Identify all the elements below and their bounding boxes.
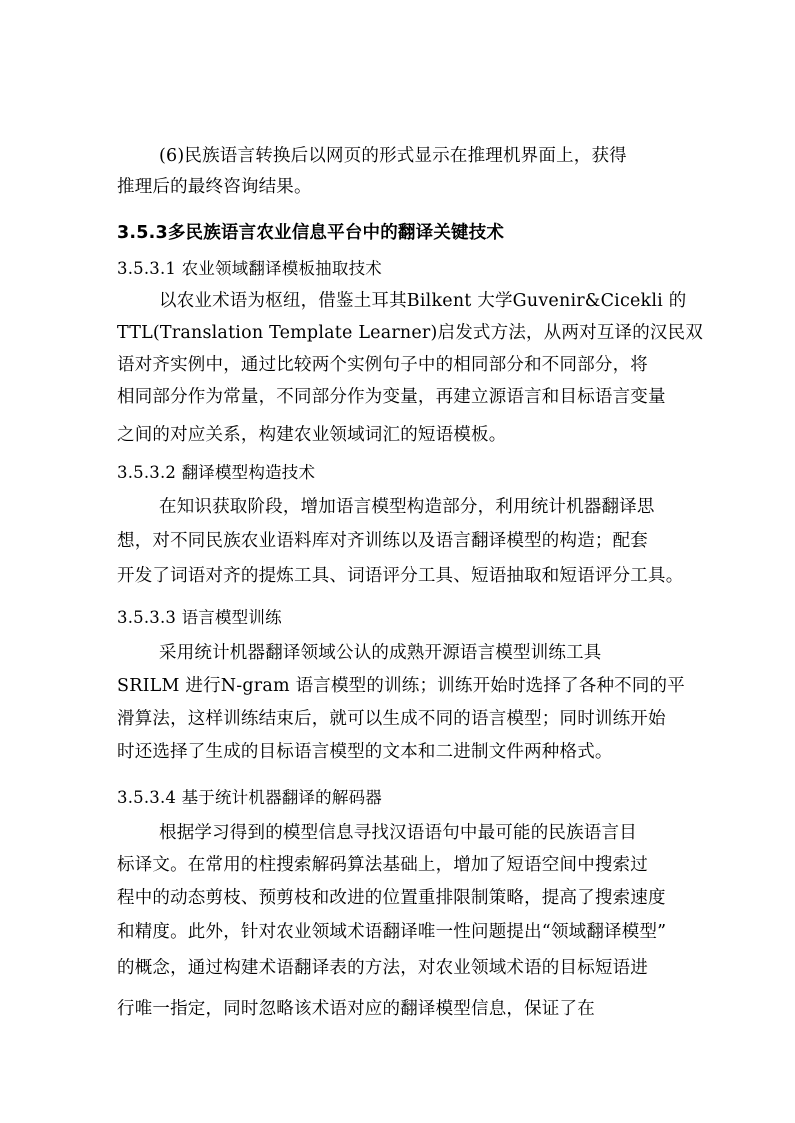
paragraph-3534-line-5: 的概念，通过构建术语翻译表的方法，对农业领域术语的目标短语进 [117,958,648,978]
paragraph-3534-line-4: 和精度。此外，针对农业领域术语翻译唯一性问题提出“领域翻译模型” [117,922,667,942]
paragraph-3533-line-1: 采用统计机器翻译领域公认的成熟开源语言模型训练工具 [159,643,602,663]
paragraph-3531-line-4: 相同部分作为常量，不同部分作为变量，再建立源语言和目标语言变量 [117,387,666,407]
paragraph-3533-line-4: 时还选择了生成的目标语言模型的文本和二进制文件两种格式。 [117,742,613,762]
paragraph-3532-line-2: 想，对不同民族农业语料库对齐训练以及语言翻译模型的构造；配套 [117,531,648,551]
subsection-heading-3-5-3-3: 3.5.3.3 语言模型训练 [117,608,282,627]
paragraph-3532-line-3: 开发了词语对齐的提炼工具、词语评分工具、短语抽取和短语评分工具。 [117,566,684,586]
section-heading-3-5-3: 3.5.3多民族语言农业信息平台中的翻译关键技术 [117,223,505,243]
paragraph-3533-line-2: SRILM 进行N-gram 语言模型的训练；训练开始时选择了各种不同的平 [117,676,685,696]
subsection-heading-3-5-3-1: 3.5.3.1 农业领域翻译模板抽取技术 [117,259,382,278]
paragraph-3531-line-3: 语对齐实例中，通过比较两个实例句子中的相同部分和不同部分，将 [117,355,648,375]
paragraph-6-line-2: 推理后的最终咨询结果。 [117,177,312,197]
paragraph-6-line-1: (6)民族语言转换后以网页的形式显示在推理机界面上，获得 [159,146,627,166]
paragraph-3534-line-1: 根据学习得到的模型信息寻找汉语语句中最可能的民族语言目 [159,823,637,843]
paragraph-3534-line-3: 程中的动态剪枝、预剪枝和改进的位置重排限制策略，提高了搜索速度 [117,888,666,908]
paragraph-3532-line-1: 在知识获取阶段，增加语言模型构造部分，利用统计机器翻译思 [159,497,655,517]
subsection-heading-3-5-3-2: 3.5.3.2 翻译模型构造技术 [117,463,316,482]
paragraph-3534-line-6: 行唯一指定，同时忽略该术语对应的翻译模型信息，保证了在 [117,999,595,1019]
paragraph-3533-line-3: 滑算法，这样训练结束后，就可以生成不同的语言模型；同时训练开始 [117,709,666,729]
subsection-heading-3-5-3-4: 3.5.3.4 基于统计机器翻译的解码器 [117,788,382,807]
paragraph-3534-line-2: 标译文。在常用的柱搜索解码算法基础上，增加了短语空间中搜索过 [117,855,648,875]
paragraph-3531-line-5: 之间的对应关系，构建农业领域词汇的短语模板。 [117,425,507,445]
paragraph-3531-line-2: TTL(Translation Template Learner)启发式方法，从两对互译的汉民双 [117,323,704,343]
paragraph-3531-line-1: 以农业术语为枢纽，借鉴土耳其Bilkent 大学Guvenir&Cicekli 的 [159,291,687,311]
